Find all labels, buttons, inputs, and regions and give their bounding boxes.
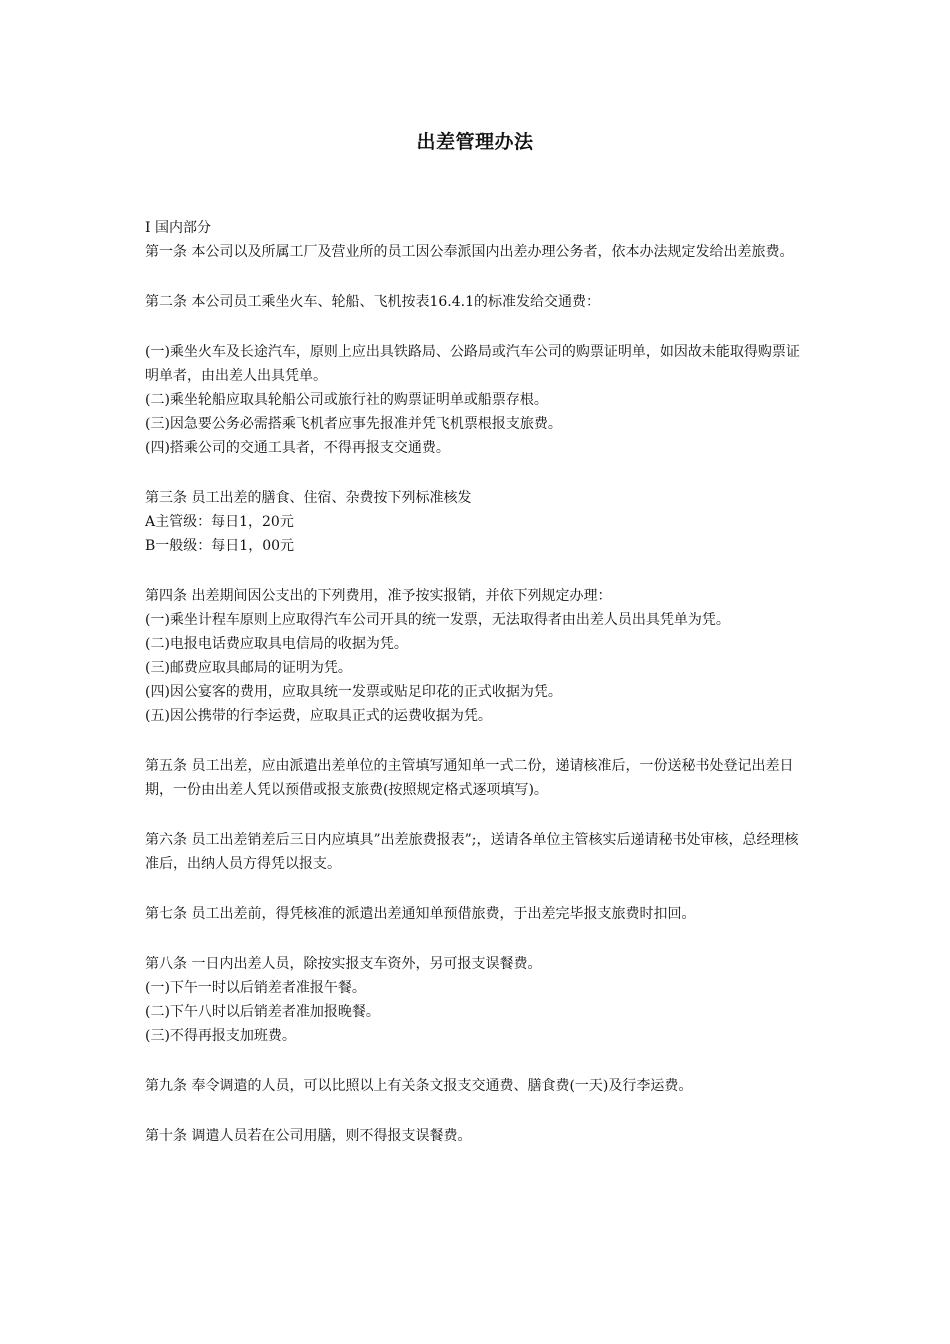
- paragraph-gap: [145, 1048, 810, 1074]
- article-8-item: (二)下午八时以后销差者准加报晚餐。: [145, 1004, 380, 1020]
- paragraph-gap: [145, 460, 810, 486]
- article-3-item: A主管级：每日1，20元: [145, 514, 294, 530]
- paragraph-gap: [145, 926, 810, 952]
- paragraph-gap: [145, 876, 810, 902]
- article-2-item: (四)搭乘公司的交通工具者，不得再报支交通费。: [145, 440, 450, 456]
- article-4: 第四条 出差期间因公支出的下列费用，准予按实报销，并依下列规定办理：: [145, 588, 612, 604]
- paragraph-gap: [145, 314, 810, 340]
- article-7: 第七条 员工出差前，得凭核准的派遣出差通知单预借旅费，于出差完毕报支旅费时扣回。: [145, 906, 696, 922]
- article-4-item: (三)邮费应取具邮局的证明为凭。: [145, 660, 352, 676]
- article-3-item: B一般级：每日1，00元: [145, 538, 295, 554]
- article-1: 第一条 本公司以及所属工厂及营业所的员工因公奉派国内出差办理公务者，依本办法规定发给出差旅费。: [145, 244, 794, 260]
- article-2-item: (二)乘坐轮船应取具轮船公司或旅行社的购票证明单或船票存根。: [145, 392, 548, 408]
- paragraph-gap: [145, 728, 810, 754]
- article-2-item: (一)乘坐火车及长途汽车，原则上应出具铁路局、公路局或汽车公司的购票证明单，如因故未能取得购票证明单者，由出差人出具凭单。: [145, 344, 800, 384]
- article-6: 第六条 员工出差销差后三日内应填具”出差旅费报表”;，送请各单位主管核实后递请秘书处审核，总经理核准后，出纳人员方得凭以报支。: [145, 832, 799, 872]
- article-2: 第二条 本公司员工乘坐火车、轮船、飞机按表16.4.1的标准发给交通费：: [145, 294, 600, 310]
- paragraph-gap: [145, 1098, 810, 1124]
- article-5: 第五条 员工出差，应由派遣出差单位的主管填写通知单一式二份，递请核准后，一份送秘书处登记出差日期，一份由出差人凭以预借或报支旅费(按照规定格式逐项填写)。: [145, 758, 794, 798]
- page-title: 出差管理办法: [416, 131, 534, 153]
- article-9: 第九条 奉令调遣的人员，可以比照以上有关条文报支交通费、膳食费(一天)及行李运费。: [145, 1078, 693, 1094]
- article-4-item: (五)因公携带的行李运费，应取具正式的运费收据为凭。: [145, 708, 492, 724]
- section-heading: Ⅰ 国内部分: [145, 220, 211, 236]
- article-4-item: (一)乘坐计程车原则上应取得汽车公司开具的统一发票，无法取得者由出差人员出具凭单为凭。: [145, 612, 730, 628]
- document-body: [145, 216, 810, 1148]
- article-4-item: (四)因公宴客的费用，应取具统一发票或贴足印花的正式收据为凭。: [145, 684, 562, 700]
- article-4-item: (二)电报电话费应取具电信局的收据为凭。: [145, 636, 408, 652]
- article-2-item: (三)因急要公务必需搭乘飞机者应事先报准并凭飞机票根报支旅费。: [145, 416, 562, 432]
- article-10: 第十条 调遣人员若在公司用膳，则不得报支误餐费。: [145, 1128, 472, 1144]
- article-8-item: (三)不得再报支加班费。: [145, 1028, 296, 1044]
- article-8-item: (一)下午一时以后销差者准报午餐。: [145, 980, 366, 996]
- article-8: 第八条 一日内出差人员，除按实报支车资外，另可报支误餐费。: [145, 956, 542, 972]
- paragraph-gap: [145, 558, 810, 584]
- article-3: 第三条 员工出差的膳食、住宿、杂费按下列标准核发: [145, 490, 472, 506]
- paragraph-gap: [145, 264, 810, 290]
- paragraph-gap: [145, 802, 810, 828]
